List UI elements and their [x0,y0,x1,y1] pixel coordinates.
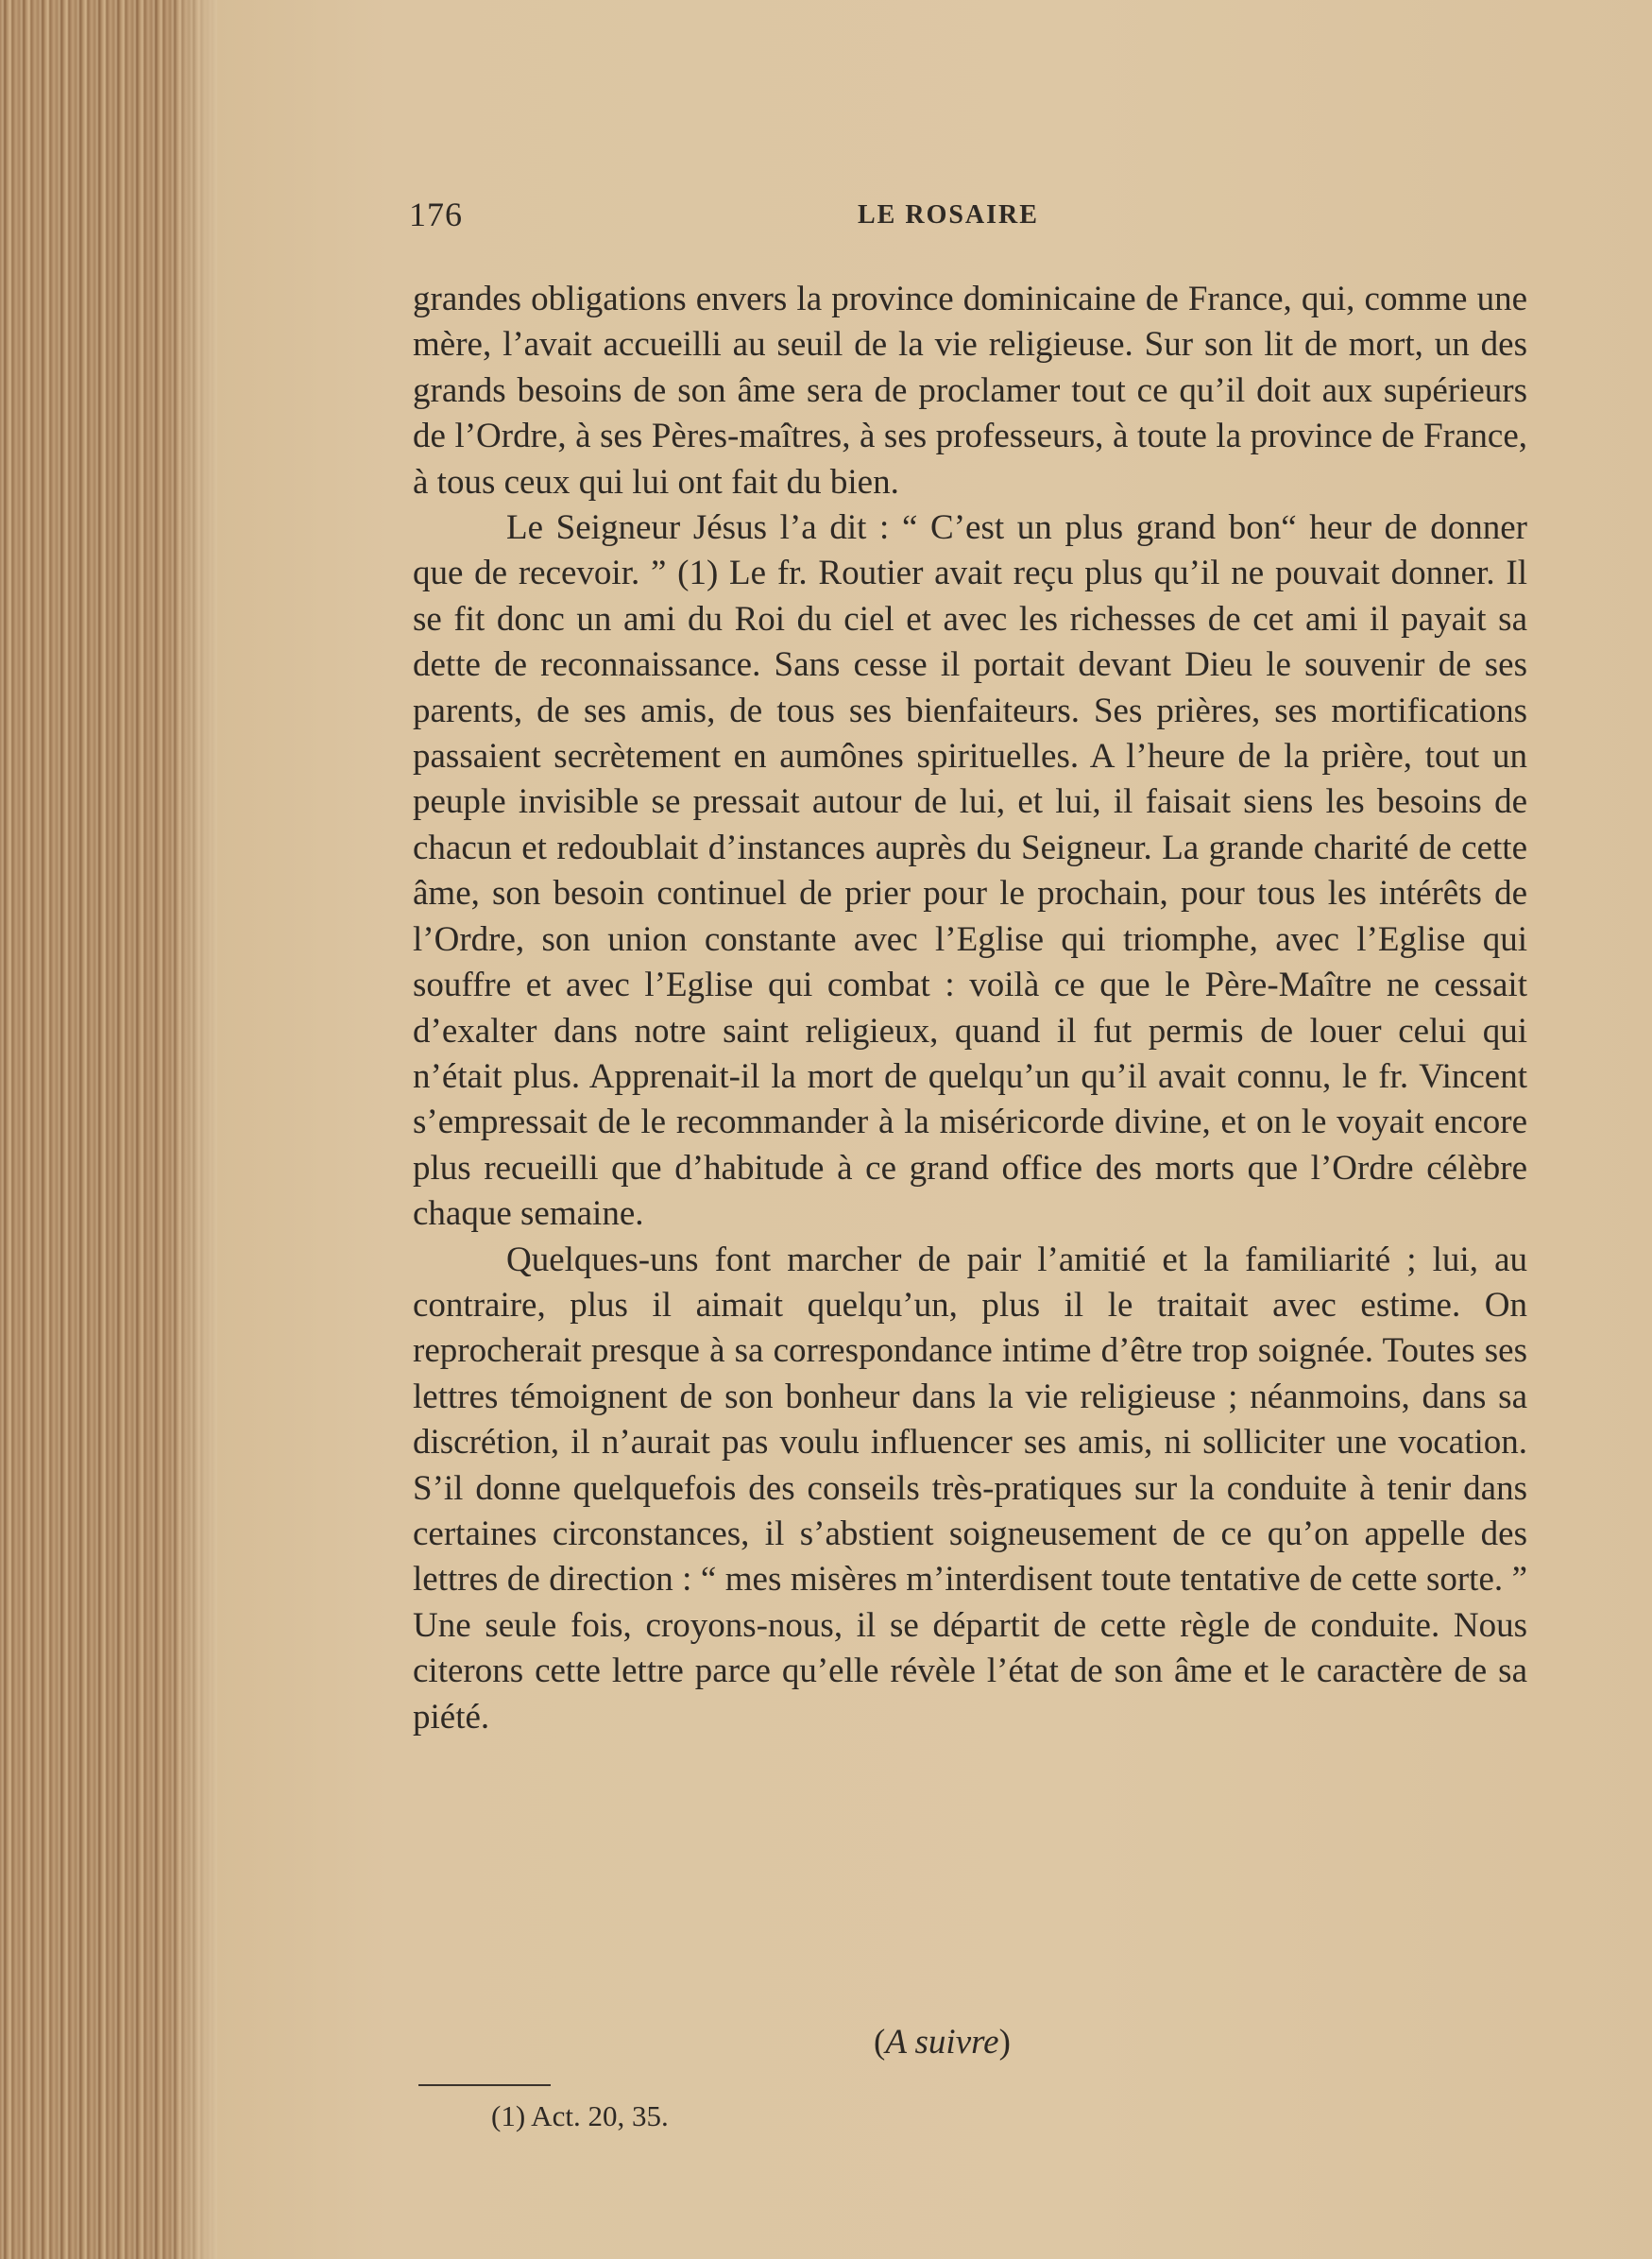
continuation-close-paren: ) [998,2023,1011,2062]
body-text [413,277,1527,1740]
running-head: LE ROSAIRE [858,200,1039,230]
continuation-text: A suivre [885,2023,999,2062]
page-number: 176 [409,196,463,233]
continuation-open-paren: ( [874,2023,886,2062]
paragraph-2: Le Seigneur Jésus l’a dit : “ C’est un plus grand bon“ heur de donner que de recevoir. ” (1) Le fr. Routier avait reçu plus qu’il ne pouvait donner. Il se fit donc un ami du Roi du ciel et avec les richesses de cet ami il payait sa dette de reconnaissance. Sans cesse il portait devant Dieu le souvenir de ses parents, de ses amis, de tous ses bienfaiteurs. Ses prières, ses mortifications passaient secrètement en aumônes spirituelles. A l’heure de la prière, tout un peuple invisible se pressait autour de lui, et lui, il faisait siens les besoins de chacun et redoublait d’instances auprès du Seigneur. La grande charité de cette âme, son besoin continuel de prier pour le prochain, pour tous les intérêts de l’Ordre, son union constante avec l’Eglise qui triomphe, avec l’Eglise qui souffre et avec l’Eglise qui combat : voilà ce que le Père-Maître ne cessait d’exalter dans notre saint religieux, quand il fut permis de louer celui qui n’était plus. Apprenait-il la mort de quelqu’un qu’il avait connu, le fr. Vincent s’empressait de le recommander à la miséricorde divine, et on le voyait encore plus recueilli que d’habitude à ce grand office des morts que l’Ordre célèbre chaque semaine. [413,508,1527,1234]
continuation-note [874,2022,1011,2062]
page-header [409,195,1533,242]
paragraph-1: grandes obligations envers la province dominicaine de France, qui, comme une mère, l’avait accueilli au seuil de la vie religieuse. Sur son lit de mort, un des grands besoins de son âme sera de proclamer tout ce qu’il doit aux supérieurs de l’Ordre, à ses Pères-maîtres, à ses professeurs, à toute la province de France, à tous ceux qui lui ont fait du bien. [413,280,1527,502]
footnote-rule [418,2084,551,2086]
book-gutter [0,0,217,2259]
footnote: (1) Act. 20, 35. [491,2099,669,2132]
paragraph-3: Quelques-uns font marcher de pair l’amitié et la familiarité ; lui, au contraire, plus il aimait quelqu’un, plus il le traitait avec estime. On reprocherait presque à sa correspondance intime d’être trop soignée. Toutes ses lettres témoignent de son bonheur dans la vie religieuse ; néanmoins, dans sa discrétion, il n’aurait pas voulu influencer ses amis, ni solliciter une vocation. S’il donne quelquefois des conseils très-pratiques sur la conduite à tenir dans certaines circonstances, il s’abstient soigneusement de ce qu’on appelle des lettres de direction : “ mes misères m’interdisent toute tentative de cette sorte. ” Une seule fois, croyons-nous, il se départit de cette règle de conduite. Nous citerons cette lettre parce qu’elle révèle l’état de son âme et le caractère de sa piété. [413,1240,1527,1737]
